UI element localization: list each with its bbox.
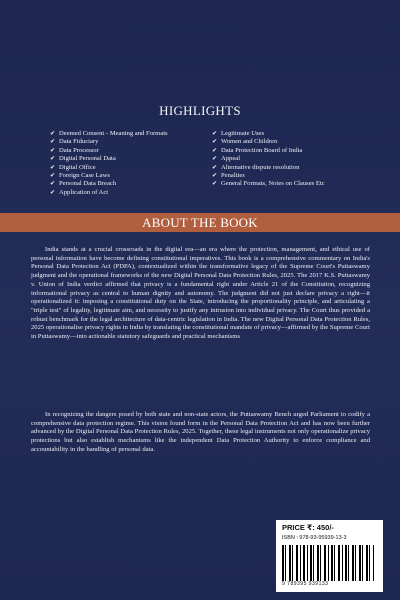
- highlights-title: HIGHLIGHTS: [159, 103, 241, 118]
- check-icon: ✔: [212, 173, 218, 180]
- about-paragraph-2: In recognizing the dangers posed by both state and non-state actors, the Puttaswamy Bench urged Parliament to codify a comprehensive data protection regime. This vision found form in the Personal Data Protection Act and has now been further advanced by the Digital Personal Data Protection Rules, 2025. Together, these legal instruments not only operationalize privacy protections but also establish mechanisms like the independent Data Protection Authority to enforce compliance and accountability in the handling of personal data.: [31, 411, 370, 453]
- check-icon: ✔: [212, 147, 218, 154]
- check-icon: ✔: [50, 164, 56, 171]
- isbn-label: ISBN : 978-93-95939-13-3: [282, 535, 347, 541]
- highlight-item: ✔ Digital Personal Data: [50, 155, 116, 163]
- check-icon: ✔: [212, 156, 218, 163]
- about-the-book-title: ABOUT THE BOOK: [142, 214, 258, 230]
- check-icon: ✔: [50, 139, 56, 146]
- highlight-item: ✔ Application of Act: [50, 188, 109, 196]
- highlight-item: ✔ Digital Office: [50, 163, 96, 171]
- check-icon: ✔: [212, 164, 218, 171]
- highlight-item: ✔ General Formats, Notes on Clauses Etc: [212, 180, 325, 188]
- highlight-item: ✔ Penalties: [212, 172, 245, 180]
- check-icon: ✔: [212, 131, 218, 137]
- price-label: PRICE ₹: 450/-: [282, 523, 334, 532]
- check-icon: ✔: [50, 173, 56, 180]
- highlight-item: ✔ Women and Children: [212, 138, 278, 146]
- check-icon: ✔: [50, 181, 56, 188]
- highlight-item: ✔ Alternative dispute resolution: [212, 163, 300, 171]
- about-paragraph-1: India stands at a crucial crossroads in the digital era—an era where the protection, management, and ethical use of personal information have become defining constitutional imperatives. This book is a comprehensive commentary on India's Personal Data Protection Act (PDPA), contextualized within the transformative legacy of the Supreme Court's Puttaswamy judgment and the operational frameworks of the new Digital Personal Data Protection Rules, 2025. The 2017 K.S. Puttaswamy v. Union of India verdict affirmed that privacy is a fundamental right under Article 21 of the Constitution, recognizing informational privacy as central to human dignity and autonomy. The judgment did not just declare privacy a right—it operationalized it: imposing a constitutional duty on the State, introducing the proportionality principle, and articulating a "triple test" of legality, legitimate aim, and necessity to justify any intrusion into individual privacy. The Court thus provided a robust benchmark for the legal architecture of data-centric legislation in India. The new Digital Personal Data Protection Rules, 2025 operationalise privacy rights in India by translating the constitutional mandate of privacy—affirmed by the Supreme Court in Puttaswamy—into actionable statutory safeguards and practical mechanisms: [31, 246, 370, 341]
- check-icon: ✔: [50, 147, 56, 154]
- price-isbn-box: [276, 520, 383, 592]
- highlight-item: ✔ Legitimate Uses: [212, 130, 265, 137]
- highlights-list-right: [212, 130, 392, 189]
- highlight-item: ✔ Foreign Case Laws: [50, 172, 110, 180]
- check-icon: ✔: [212, 139, 218, 146]
- highlight-item: ✔ Appeal: [212, 155, 241, 163]
- check-icon: ✔: [50, 189, 56, 196]
- highlight-item: ✔ Data Fiduciary: [50, 138, 99, 146]
- about-the-book-banner: [0, 213, 400, 232]
- highlights-list-left: [50, 130, 210, 197]
- highlight-item: ✔ Deemed Consent - Meaning and Formats: [50, 130, 168, 137]
- highlight-item: ✔ Data Processor: [50, 146, 99, 154]
- check-icon: ✔: [50, 156, 56, 163]
- check-icon: ✔: [50, 131, 56, 137]
- barcode-icon: [282, 545, 374, 581]
- check-icon: ✔: [212, 181, 218, 188]
- barcode-digits: 9 789395 939133: [282, 581, 329, 587]
- highlight-item: ✔ Data Protection Board of India: [212, 146, 303, 154]
- highlight-item: ✔ Personal Data Breach: [50, 180, 117, 188]
